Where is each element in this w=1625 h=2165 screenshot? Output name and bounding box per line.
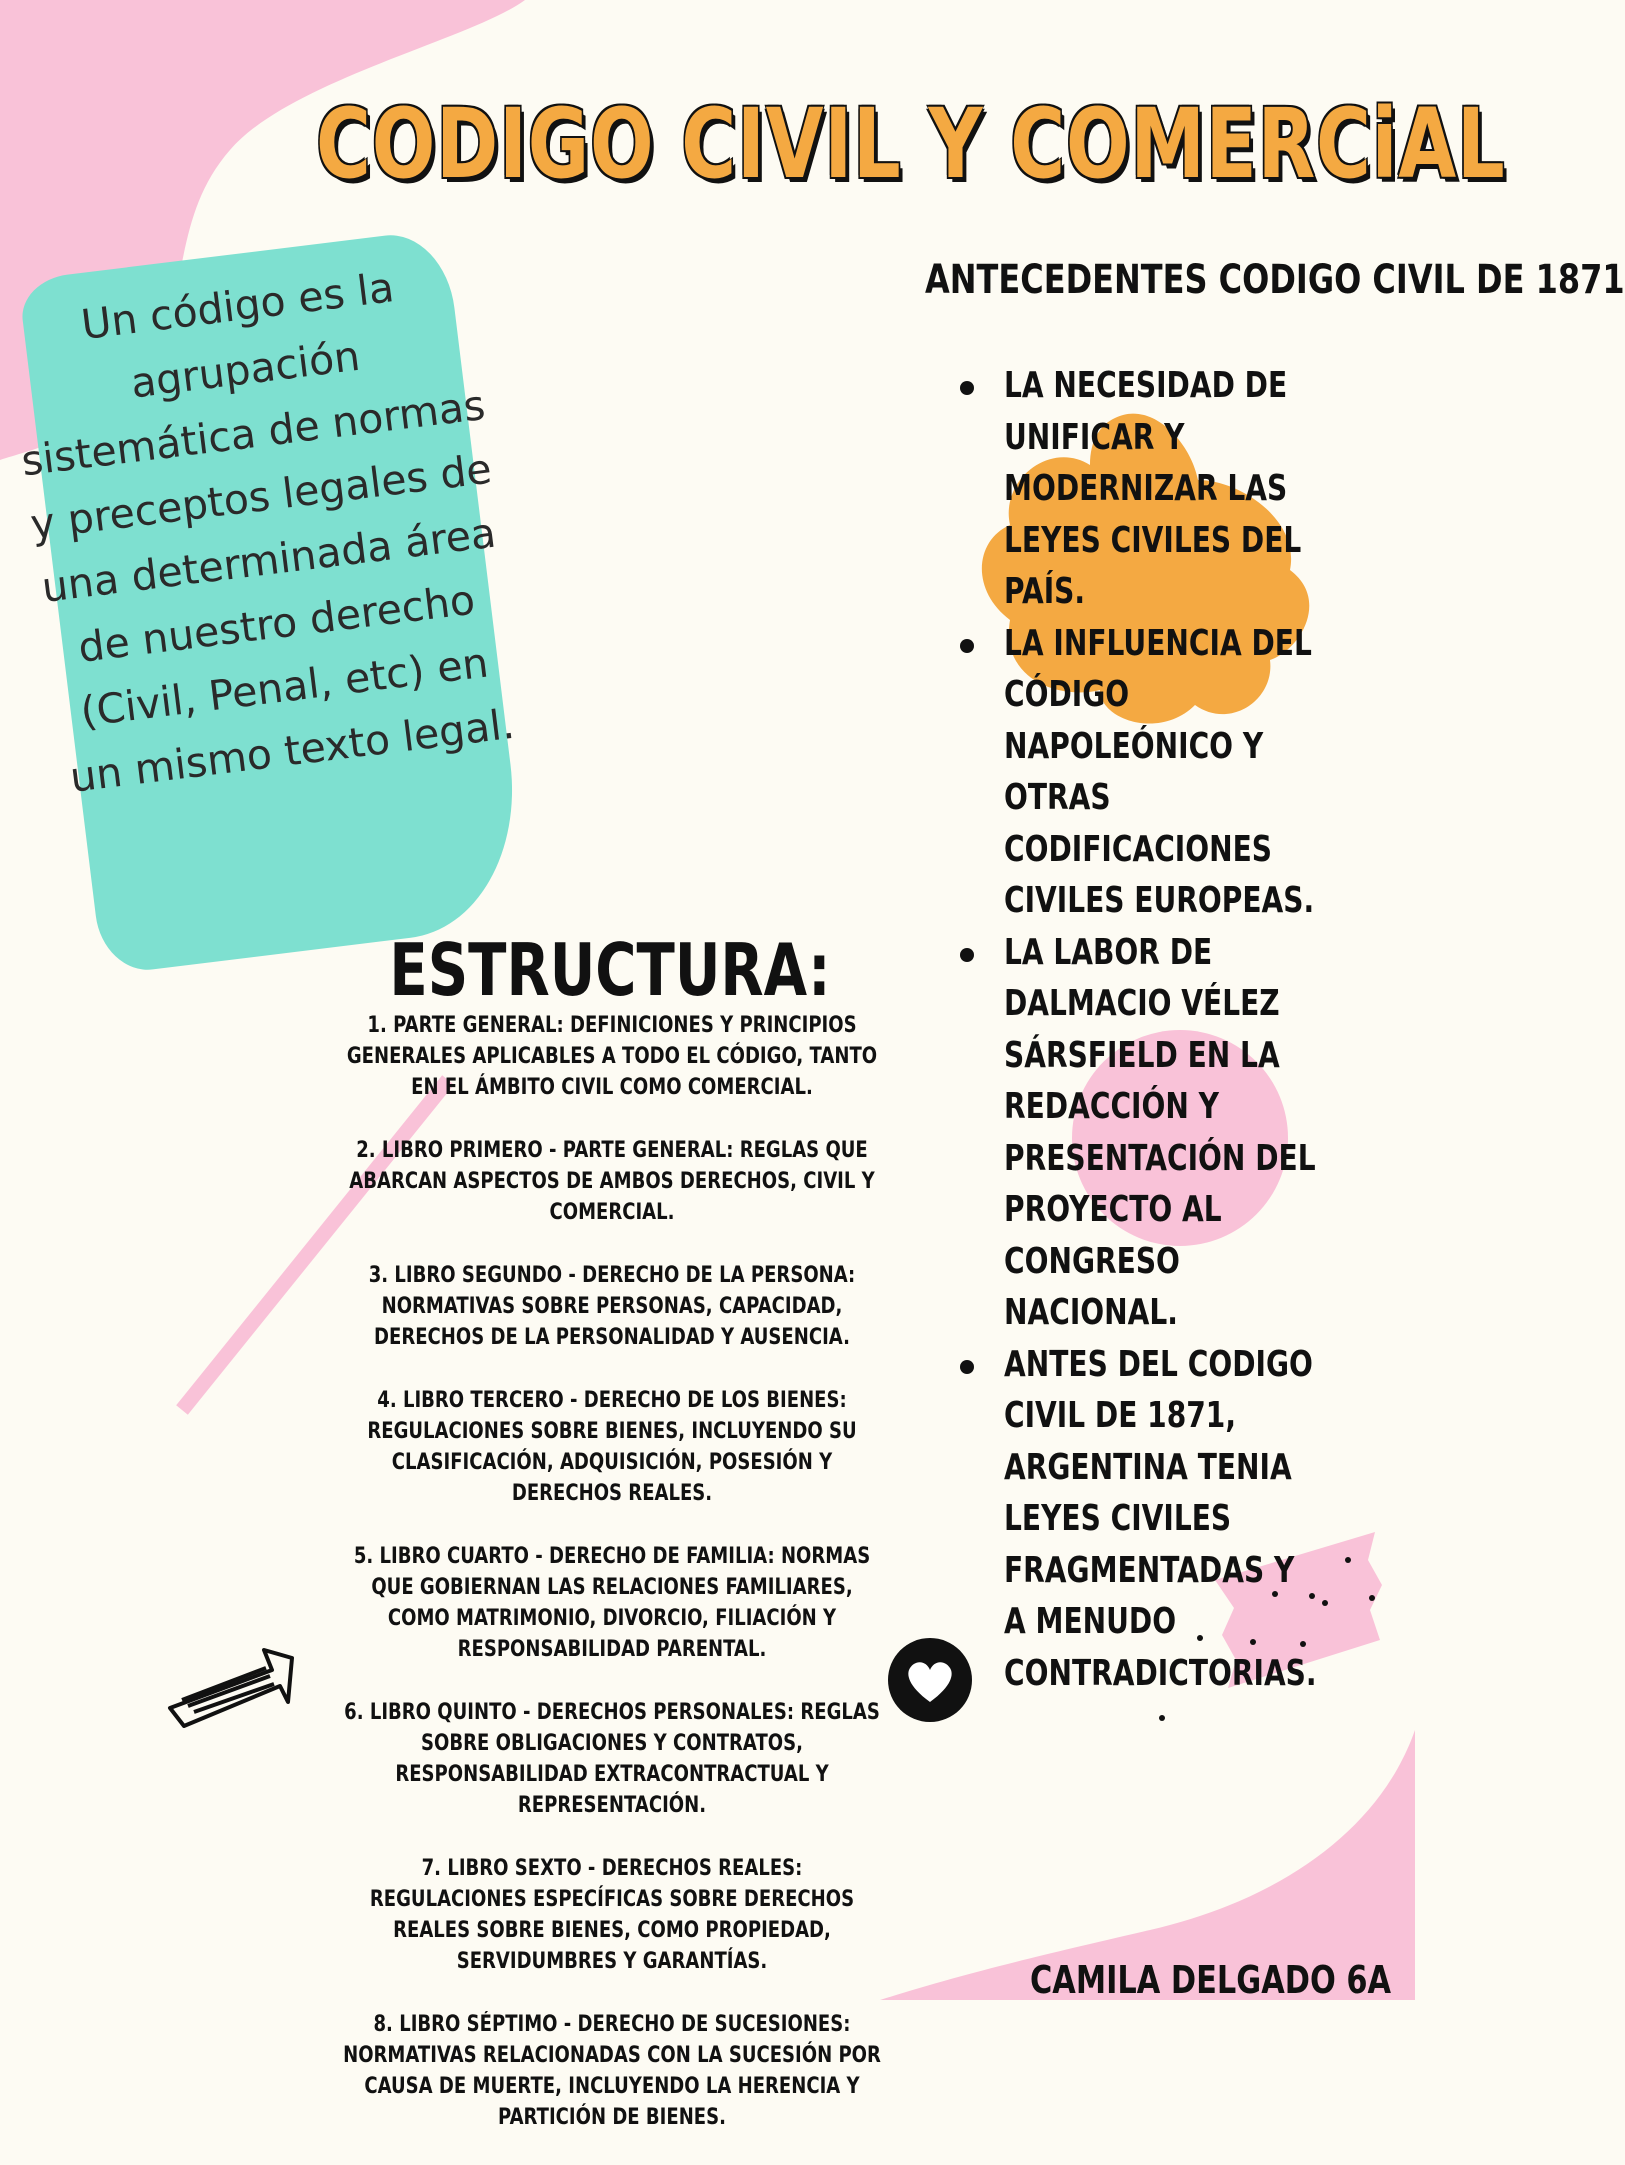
bullet-icon	[960, 381, 974, 395]
estructura-item: 5. LIBRO CUARTO - DERECHO DE FAMILIA: NORMAS QUE GOBIERNAN LAS RELACIONES FAMILIARES, COMO MATRIMONIO, DIVORCIO, FILIACIÓN Y RESPONSABILIDAD PARENTAL.	[353, 1544, 871, 1662]
antecedentes-item	[960, 360, 1320, 618]
author-name: CAMILA DELGADO 6A	[1030, 1958, 1392, 2002]
bullet-icon	[960, 1360, 974, 1374]
estructura-item: 3. LIBRO SEGUNDO - DERECHO DE LA PERSONA: NORMATIVAS SOBRE PERSONAS, CAPACIDAD, DERECHOS DE LA PERSONALIDAD Y AUSENCIA.	[368, 1263, 856, 1350]
antecedentes-item-text: ANTES DEL CODIGO CIVIL DE 1871, ARGENTINA TENIA LEYES CIVILES FRAGMENTADAS Y A MENUDO CONTRADICTORIAS.	[1004, 1343, 1317, 1694]
estructura-item: 7. LIBRO SEXTO - DERECHOS REALES: REGULACIONES ESPECÍFICAS SOBRE DERECHOS REALES SOBRE BIENES, COMO PROPIEDAD, SERVIDUMBRES Y GARANTÍAS.	[369, 1856, 855, 1974]
estructura-item: 8. LIBRO SÉPTIMO - DERECHO DE SUCESIONES: NORMATIVAS RELACIONADAS CON LA SUCESIÓN POR CAUSA DE MUERTE, INCLUYENDO LA HERENCIA Y PARTICIÓN DE BIENES.	[343, 2012, 881, 2130]
estructura-item: 2. LIBRO PRIMERO - PARTE GENERAL: REGLAS QUE ABARCAN ASPECTOS DE AMBOS DERECHOS, CIVIL Y COMERCIAL.	[349, 1138, 875, 1225]
antecedentes-item	[960, 1339, 1320, 1700]
antecedentes-item-text: LA NECESIDAD DE UNIFICAR Y MODERNIZAR LAS LEYES CIVILES DEL PAÍS.	[1004, 365, 1302, 612]
estructura-item: 6. LIBRO QUINTO - DERECHOS PERSONALES: REGLAS SOBRE OBLIGACIONES Y CONTRATOS, RESPONSABILIDAD EXTRACONTRACTUAL Y REPRESENTACIÓN.	[344, 1700, 880, 1818]
antecedentes-item-text: LA INFLUENCIA DEL CÓDIGO NAPOLEÓNICO Y OTRAS CODIFICACIONES CIVILES EUROPEAS.	[1004, 622, 1315, 921]
arrow-icon	[170, 1650, 292, 1726]
antecedentes-heading: ANTECEDENTES CODIGO CIVIL DE 1871	[925, 257, 1625, 303]
definition-card	[0, 201, 594, 1019]
antecedentes-item-text: LA LABOR DE DALMACIO VÉLEZ SÁRSFIELD EN LA REDACCIÓN Y PRESENTACIÓN DEL PROYECTO AL CONGRESO NACIONAL.	[1004, 931, 1316, 1333]
antecedentes-list	[960, 360, 1320, 1699]
page-title: CODIGO CIVIL Y COMERCiAL	[316, 88, 1506, 200]
estructura-heading: ESTRUCTURA:	[389, 928, 831, 1012]
definition-text: Un código es la agrupación sistemática de normas y preceptos legales de una determinada área de nuestro derecho (Civil, Penal, etc) en un mismo texto legal.	[18, 263, 517, 802]
antecedentes-item	[960, 927, 1320, 1339]
estructura-list	[282, 1010, 942, 2165]
heart-icon	[888, 1638, 972, 1722]
antecedentes-item	[960, 618, 1320, 927]
heart-shape	[888, 1638, 972, 1722]
estructura-item: 4. LIBRO TERCERO - DERECHO DE LOS BIENES: REGULACIONES SOBRE BIENES, INCLUYENDO SU CLASIFICACIÓN, ADQUISICIÓN, POSESIÓN Y DERECHOS REALES.	[367, 1388, 857, 1506]
bullet-icon	[960, 948, 974, 962]
estructura-item: 1. PARTE GENERAL: DEFINICIONES Y PRINCIPIOS GENERALES APLICABLES A TODO EL CÓDIGO, TANTO EN EL ÁMBITO CIVIL COMO COMERCIAL.	[346, 1013, 878, 1100]
bullet-icon	[960, 639, 974, 653]
